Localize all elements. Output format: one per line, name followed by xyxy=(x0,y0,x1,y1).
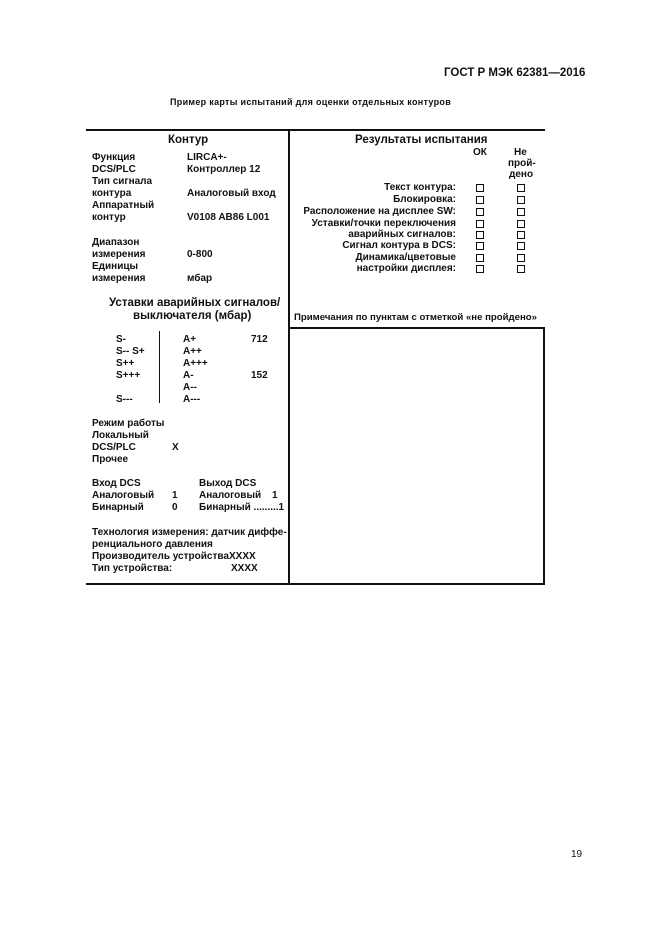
fail-checkbox[interactable] xyxy=(517,196,525,204)
setpoint-name: A++ xyxy=(183,346,202,357)
setpoints-title-line2: выключателя (мбар) xyxy=(133,310,252,322)
mode-dcs-plc: DCS/PLC xyxy=(92,442,136,453)
col-fail-header-3: дено xyxy=(509,169,534,180)
ok-checkbox[interactable] xyxy=(476,208,484,216)
result-item: Сигнал контура в DCS: xyxy=(342,240,456,251)
notes-title: Примечания по пунктам с отметкой «не пройдено» xyxy=(294,312,537,323)
field-label: Тип сигнала xyxy=(92,176,153,187)
output-analog: Аналоговый xyxy=(199,490,262,501)
setpoints-divider xyxy=(159,331,160,403)
result-item: Текст контура: xyxy=(384,182,456,193)
fail-checkbox[interactable] xyxy=(517,208,525,216)
field-value: Контроллер 12 xyxy=(187,164,261,175)
device-type-value: XXXX xyxy=(231,563,258,574)
setpoint-value: 152 xyxy=(251,370,268,381)
setpoint-name: A- xyxy=(183,370,194,381)
standard-number: ГОСТ Р МЭК 62381—2016 xyxy=(444,67,586,79)
fail-checkbox[interactable] xyxy=(517,265,525,273)
col-fail-header-2: прой- xyxy=(508,158,536,169)
result-item: Динамика/цветовые xyxy=(355,252,456,263)
input-title: Вход DCS xyxy=(92,478,141,489)
field-label: Аппаратный xyxy=(92,200,155,211)
page-caption: Пример карты испытаний для оценки отдельных контуров xyxy=(170,97,452,107)
device-type-label: Тип устройства: xyxy=(92,563,173,574)
input-analog: Аналоговый xyxy=(92,490,155,501)
column-divider xyxy=(288,131,290,583)
setpoint-name: A+++ xyxy=(183,358,208,369)
ok-checkbox[interactable] xyxy=(476,184,484,192)
top-rule xyxy=(86,129,545,131)
ok-checkbox[interactable] xyxy=(476,254,484,262)
setpoint-item: S+++ xyxy=(116,370,141,381)
result-item: Расположение на дисплее SW: xyxy=(303,206,456,217)
field-value: Аналоговый вход xyxy=(187,188,276,199)
setpoint-value: 712 xyxy=(251,334,268,345)
input-analog-value: 1 xyxy=(172,490,178,501)
notes-area[interactable] xyxy=(291,329,542,582)
mode-title: Режим работы xyxy=(92,418,165,429)
ok-checkbox[interactable] xyxy=(476,231,484,239)
field-label: Единицы xyxy=(92,261,139,272)
results-title: Результаты испытания xyxy=(355,134,488,146)
setpoint-name: A--- xyxy=(183,394,201,405)
input-binary: Бинарный xyxy=(92,502,144,513)
ok-checkbox[interactable] xyxy=(476,265,484,273)
setpoint-item: S-- S+ xyxy=(116,346,145,357)
setpoint-item: S--- xyxy=(116,394,133,405)
manufacturer-value: XXXX xyxy=(229,551,256,562)
setpoint-item: S++ xyxy=(116,358,135,369)
input-binary-value: 0 xyxy=(172,502,178,513)
field-label: измерения xyxy=(92,249,146,260)
bottom-rule xyxy=(86,583,545,585)
ok-checkbox[interactable] xyxy=(476,196,484,204)
col-ok-header: ОК xyxy=(473,147,487,158)
setpoint-name: A+ xyxy=(183,334,197,345)
result-item: аварийных сигналов: xyxy=(348,229,456,240)
fail-checkbox[interactable] xyxy=(517,254,525,262)
field-label: контур xyxy=(92,212,126,223)
result-item: Блокировка: xyxy=(393,194,456,205)
field-label: измерения xyxy=(92,273,146,284)
field-label: контура xyxy=(92,188,132,199)
page-number: 19 xyxy=(571,849,583,860)
field-value: мбар xyxy=(187,273,213,284)
field-value: LIRCA+- xyxy=(187,152,227,163)
ok-checkbox[interactable] xyxy=(476,242,484,250)
fail-checkbox[interactable] xyxy=(517,231,525,239)
loop-title: Контур xyxy=(168,134,209,146)
field-value: 0-800 xyxy=(187,249,213,260)
fail-checkbox[interactable] xyxy=(517,220,525,228)
output-binary: Бинарный .........1 xyxy=(199,502,285,513)
col-fail-header-1: Не xyxy=(514,147,527,158)
result-item: настройки дисплея: xyxy=(356,263,456,274)
mode-other: Прочее xyxy=(92,454,129,465)
notes-right-border xyxy=(543,327,545,583)
fail-checkbox[interactable] xyxy=(517,184,525,192)
ok-checkbox[interactable] xyxy=(476,220,484,228)
field-label: Диапазон xyxy=(92,237,140,248)
field-value: V0108 AB86 L001 xyxy=(187,212,270,223)
tech-line2: ренциального давления xyxy=(92,539,213,550)
output-analog-value: 1 xyxy=(272,490,278,501)
mode-dcs-plc-mark: X xyxy=(172,442,179,453)
setpoint-item: S- xyxy=(116,334,126,345)
fail-checkbox[interactable] xyxy=(517,242,525,250)
setpoint-name: A-- xyxy=(183,382,197,393)
output-title: Выход DCS xyxy=(199,478,257,489)
mode-local: Локальный xyxy=(92,430,149,441)
field-label: DCS/PLC xyxy=(92,164,136,175)
manufacturer-label: Производитель устройства xyxy=(92,551,229,562)
result-item: Уставки/точки переключения xyxy=(311,218,456,229)
field-label: Функция xyxy=(92,152,136,163)
setpoints-title-line1: Уставки аварийных сигналов/ xyxy=(109,297,281,309)
tech-line1: Технология измерения: датчик диффе- xyxy=(92,527,287,538)
